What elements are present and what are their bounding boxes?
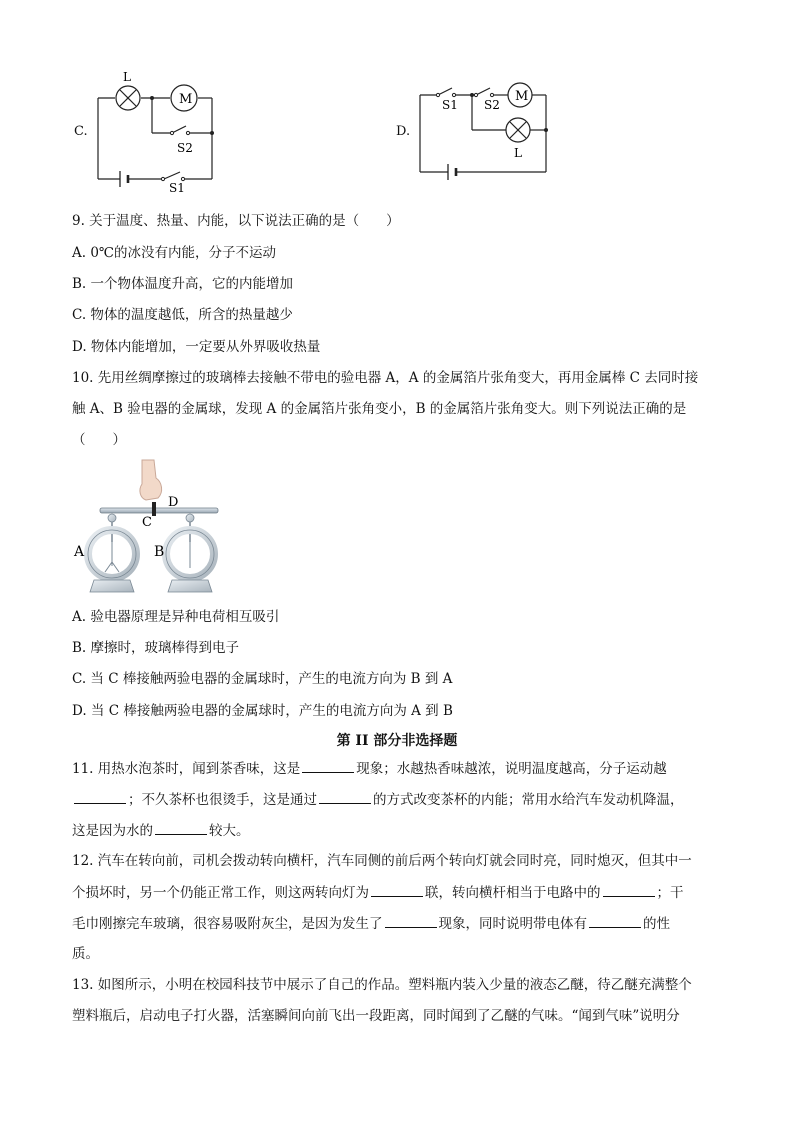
fig-label-c: C xyxy=(142,515,152,530)
q12-text: 联，转向横杆相当于电路中的 xyxy=(425,885,601,901)
answer-blank[interactable] xyxy=(589,913,641,928)
q9-option-b: B. 一个物体温度升高，它的内能增加 xyxy=(72,276,294,292)
switch-s1-text: S1 xyxy=(169,181,185,195)
section-title: 第 II 部分非选择题 xyxy=(336,733,458,749)
q13-line2: 塑料瓶后，启动电子打火器，活塞瞬间向前飞出一段距离，同时闻到了乙醚的气味。“闻到气味”说明分 xyxy=(72,1008,680,1024)
q10-stem-line1: 10. 先用丝绸摩擦过的玻璃棒去接触不带电的验电器 A，A 的金属箔片张角变大，再用金属棒 C 去同时接 xyxy=(72,370,699,386)
q12-line2 xyxy=(72,882,684,903)
q13-line1: 13. 如图所示，小明在校园科技节中展示了自己的作品。塑料瓶内装入少量的液态乙醚，待乙醚充满整个 xyxy=(72,977,692,993)
q12-line3 xyxy=(72,913,670,934)
fig-label-b: B xyxy=(154,544,165,560)
q12-line1: 12. 汽车在转向前，司机会拨动转向横杆，汽车同侧的前后两个转向灯就会同时亮，同时熄灭，但其中一 xyxy=(72,853,692,869)
q10-option-c: C. 当 C 棒接触两验电器的金属球时，产生的电流方向为 B 到 A xyxy=(72,671,453,687)
answer-blank[interactable] xyxy=(603,882,655,897)
q9-option-d: D. 物体内能增加，一定要从外界吸收热量 xyxy=(72,339,321,355)
motor-m-text: M xyxy=(179,92,193,107)
q11-line2 xyxy=(72,789,684,810)
option-d-label: D. xyxy=(396,124,411,139)
battery-icon xyxy=(448,164,456,180)
q11-text: 这是因为水的 xyxy=(72,823,153,839)
electroscope-b-icon xyxy=(166,514,214,592)
electroscope-figure xyxy=(72,458,232,596)
answer-blank[interactable] xyxy=(385,913,437,928)
switch-s2-text: S2 xyxy=(177,141,193,155)
answer-blank[interactable] xyxy=(74,789,126,804)
lamp-l-text: L xyxy=(514,146,522,160)
lamp-l-icon xyxy=(116,86,140,110)
answer-blank[interactable] xyxy=(371,882,423,897)
lamp-l-icon xyxy=(506,118,530,142)
q9-stem: 9. 关于温度、热量、内能，以下说法正确的是（ ） xyxy=(72,213,400,229)
q11-text: 现象；水越热香味越浓，说明温度越高，分子运动越 xyxy=(356,761,667,777)
motor-m-text: M xyxy=(515,89,529,104)
electroscope-a-icon xyxy=(88,514,136,592)
battery-icon xyxy=(120,171,128,187)
q12-text: 现象，同时说明带电体有 xyxy=(438,916,587,932)
q9-option-c: C. 物体的温度越低，所含的热量越少 xyxy=(72,307,293,323)
answer-blank[interactable] xyxy=(319,789,371,804)
fig-label-a: A xyxy=(74,544,85,560)
q11-text: 11. 用热水泡茶时，闻到茶香味，这是 xyxy=(72,761,301,777)
hand-icon xyxy=(140,460,162,500)
q10-stem-line3: （ ） xyxy=(72,432,126,448)
circuit-diagram-c xyxy=(90,68,230,198)
circuit-diagram-d xyxy=(414,80,554,188)
q12-line4: 质。 xyxy=(72,946,99,962)
switch-s1-text: S1 xyxy=(442,98,458,112)
option-c-label: C. xyxy=(74,124,88,139)
q11-text: 的方式改变茶杯的内能；常用水给汽车发动机降温， xyxy=(373,792,684,808)
q11-text: ；不久茶杯也很烫手，这是通过 xyxy=(128,792,317,808)
q10-option-b: B. 摩擦时，玻璃棒得到电子 xyxy=(72,640,240,656)
fig-label-d: D xyxy=(168,495,179,510)
q12-text: ；干 xyxy=(656,885,684,901)
answer-blank[interactable] xyxy=(155,820,207,835)
q10-option-a: A. 验电器原理是异种电荷相互吸引 xyxy=(72,609,280,625)
answer-blank[interactable] xyxy=(302,758,354,773)
q9-option-a: A. 0℃的冰没有内能，分子不运动 xyxy=(72,245,277,261)
q12-text: 的性 xyxy=(643,916,670,932)
q11-line1 xyxy=(72,758,667,779)
switch-s2-text: S2 xyxy=(484,98,500,112)
q10-option-d: D. 当 C 棒接触两验电器的金属球时，产生的电流方向为 A 到 B xyxy=(72,703,453,719)
q12-text: 毛巾刚擦完车玻璃，很容易吸附灰尘，是因为发生了 xyxy=(72,916,383,932)
q12-text: 个损坏时，另一个仍能正常工作，则这两转向灯为 xyxy=(72,885,369,901)
q11-line3 xyxy=(72,820,250,841)
q10-stem-line2: 触 A、B 验电器的金属球，发现 A 的金属箔片张角变小，B 的金属箔片张角变大。则下列说法正确的是 xyxy=(72,401,687,417)
q11-text: 较大。 xyxy=(209,823,250,839)
lamp-l-text: L xyxy=(123,70,131,84)
